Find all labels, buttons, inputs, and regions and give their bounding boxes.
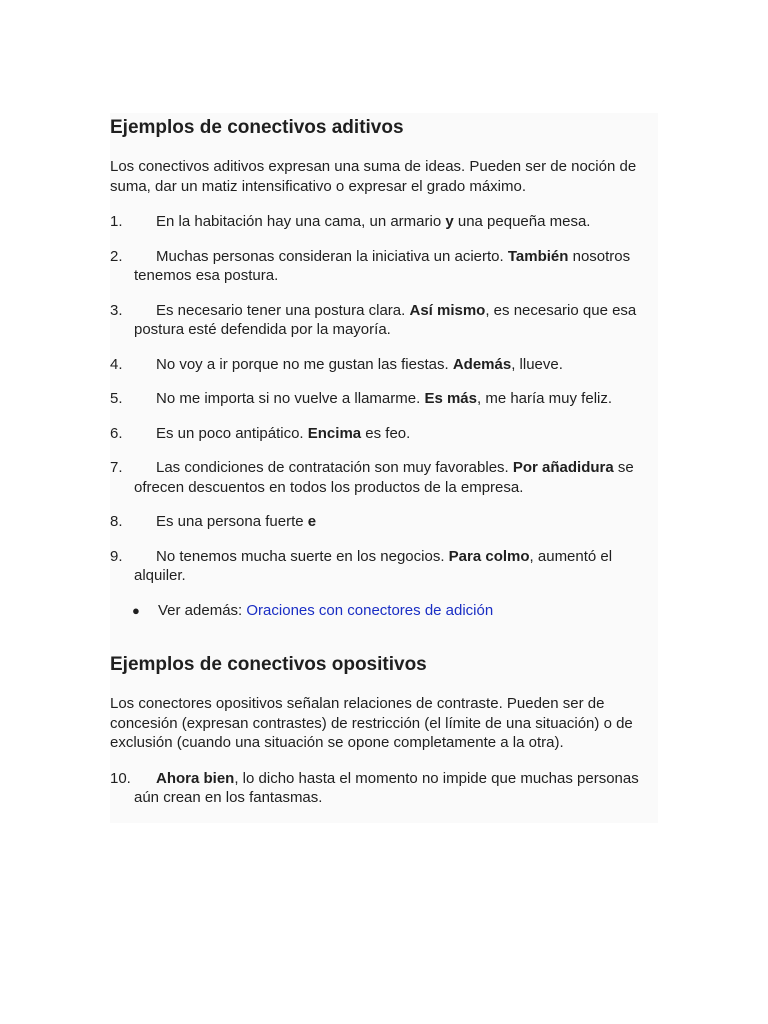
item-connector: Ahora bien: [156, 769, 235, 787]
item-text-after: , aumentó el alquiler.: [134, 547, 613, 584]
item-text-after: nosotros tenemos esa postura.: [134, 247, 631, 284]
list-item: [110, 212, 658, 232]
item-text-before: Es un poco antipático.: [156, 424, 308, 442]
item-text-before: Las condiciones de contratación son muy favorables.: [156, 459, 513, 476]
item-text-before: No me importa si no vuelve a llamarme.: [156, 390, 425, 407]
section-title: Ejemplos de conectivos opositivos: [110, 654, 427, 675]
document-body: [110, 113, 658, 823]
item-connector: e: [307, 513, 317, 530]
list-item: [110, 512, 658, 532]
item-text-after: , me haría muy feliz.: [476, 390, 613, 407]
section-intro: Los conectores opositivos señalan relaciones de contraste. Pueden ser de concesión (expresan contrastes) de restricción (el límite de una situación) o de exclusión (cuando una situación se opone completamente a la otra).: [110, 695, 633, 751]
item-text-before: En la habitación hay una cama, un armario: [156, 213, 446, 230]
see-also-item: [110, 601, 658, 621]
item-text-after: se ofrecen descuentos en todos los productos de la empresa.: [134, 459, 634, 496]
see-also-link[interactable]: Oraciones con conectores de adición: [246, 601, 494, 619]
item-number: 6.: [110, 424, 123, 442]
item-connector: También: [507, 247, 569, 265]
item-connector: Es más: [424, 390, 477, 407]
item-number: 3.: [110, 301, 123, 319]
example-list: [110, 212, 658, 586]
see-also-list: [110, 601, 658, 621]
bullet-icon: ●: [132, 602, 140, 618]
list-item: [110, 769, 658, 808]
list-item: [110, 547, 658, 586]
item-connector: Encima: [307, 424, 362, 442]
item-text-after: , llueve.: [511, 355, 563, 373]
item-number: 4.: [110, 355, 123, 373]
item-number: 8.: [110, 513, 123, 530]
item-connector: y: [445, 213, 454, 230]
section-intro: Los conectivos aditivos expresan una suma de ideas. Pueden ser de noción de suma, dar un matiz intensificativo o expresar el grado máximo.: [110, 158, 637, 195]
list-item: [110, 389, 658, 409]
item-number: 10.: [110, 769, 131, 787]
list-item: [110, 301, 658, 340]
item-text-before: No voy a ir porque no me gustan las fiestas.: [156, 355, 453, 373]
item-text-after: una pequeña mesa.: [453, 213, 591, 230]
list-item: [110, 458, 658, 497]
section-additive: [110, 113, 658, 620]
item-number: 1.: [110, 213, 123, 230]
item-number: 9.: [110, 547, 123, 565]
list-item: [110, 424, 658, 444]
see-also-prefix: Ver además:: [158, 601, 247, 619]
item-number: 5.: [110, 390, 123, 407]
item-text-before: Es necesario tener una postura clara.: [156, 301, 410, 319]
section-title: Ejemplos de conectivos aditivos: [110, 117, 404, 138]
item-text-after: , lo dicho hasta el momento no impide que muchas personas aún crean en los fantasmas.: [134, 769, 639, 806]
item-connector: Además: [452, 355, 512, 373]
item-text-after: es feo.: [361, 424, 411, 442]
example-list: [110, 769, 658, 808]
item-connector: Así mismo: [409, 301, 486, 319]
list-item: [110, 355, 658, 375]
item-connector: Por añadidura: [512, 459, 614, 476]
list-item: [110, 247, 658, 286]
item-text-before: No tenemos mucha suerte en los negocios.: [156, 547, 449, 565]
item-text-before: Es una persona fuerte: [156, 513, 308, 530]
item-number: 7.: [110, 459, 123, 476]
item-text-after: , es necesario que esa postura esté defendida por la mayoría.: [134, 301, 637, 338]
item-text-before: Muchas personas consideran la iniciativa un acierto.: [156, 247, 508, 265]
item-connector: Para colmo: [448, 547, 530, 565]
item-number: 2.: [110, 247, 123, 265]
section-oppositive: [110, 650, 658, 808]
